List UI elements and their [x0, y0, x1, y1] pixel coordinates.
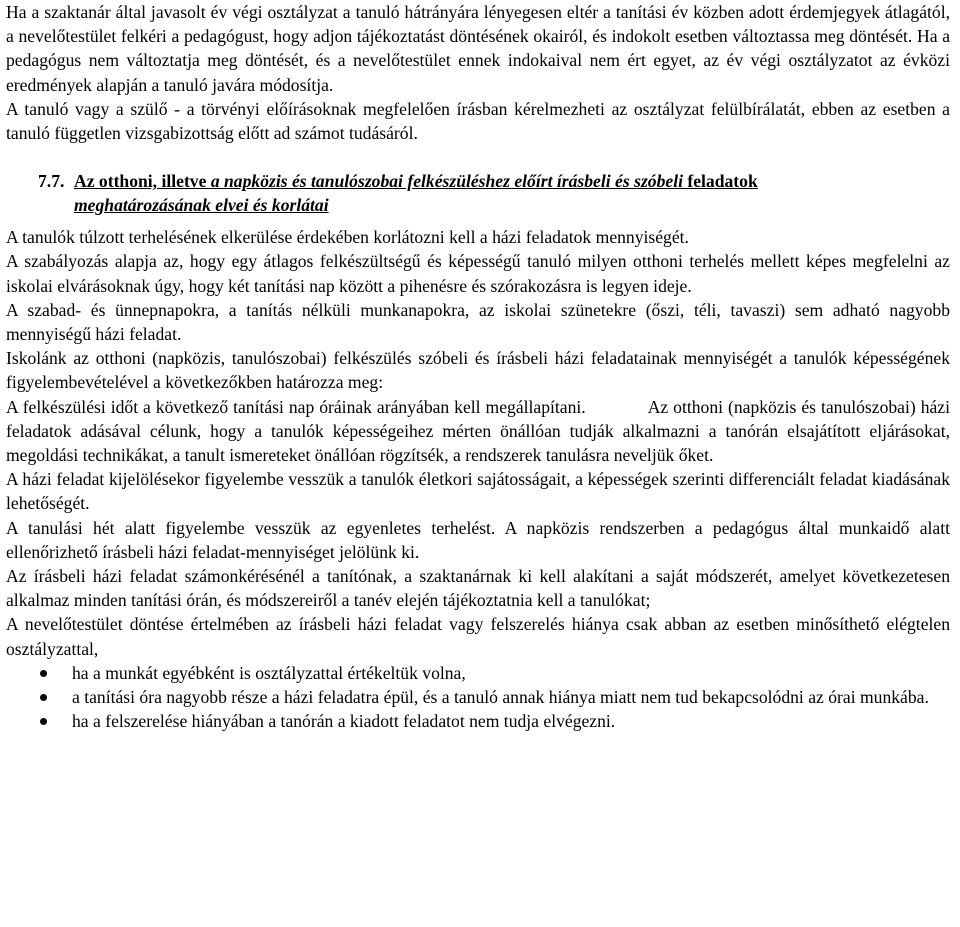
paragraph-grade-appeal: A tanuló vagy a szülő - a törvényi előírásoknak megfelelően írásban kérelmezheti az osztályzat felülbírálatát, ebben az esetben a tanuló független vizsgabizottság előtt ad számot tudásáról. — [6, 98, 950, 144]
paragraph-limit-homework: A tanulók túlzott terhelésének elkerülése érdekében korlátozni kell a házi feladatok mennyiségét. — [6, 227, 689, 248]
paragraph-checking-method: Az írásbeli házi feladat számonkérésénél a tanítónak, a szaktanárnak ki kell alakítani a saját módszerét, amelyet következetesen alkalmaz minden tanítási órán, és módszereiről a tanév elején tájékoztatnia kell a tanulókat; — [6, 566, 950, 611]
bullet-icon — [40, 694, 47, 701]
homework-goal-sentence: Az otthoni (napközis és tanulószobai) házi feladatok adásával célunk, hogy a tanulók képességeihez mérten önállóan tudják alkalmazni a tanórán elsajátított eljárásokat, megoldási technikákat, a tanult ismereteket önállóan rögzítsék, a rendszerek tanulásra neveljük őket. — [6, 396, 951, 466]
paragraph-school-determines: Iskolánk az otthoni (napközis, tanulószobai) felkészülés szóbeli és írásbeli házi feladatainak mennyiségét a tanulók képességének figyelembevételével a következőkben határozza meg: — [6, 348, 950, 393]
bullet-icon — [40, 670, 47, 677]
paragraph-holidays: A szabad- és ünnepnapokra, a tanítás nélküli munkanapokra, az iskolai szünetekre (őszi, téli, tavaszi) sem adható nagyobb mennyiségű házi feladat. — [6, 299, 950, 345]
section-number: 7.7. — [38, 171, 65, 192]
paragraph-preparation-time — [6, 395, 950, 468]
heading-text-part4: meghatározásának elvei és korlátai — [74, 195, 329, 216]
paragraph-regulation-basis: A szabályozás alapja az, hogy egy átlagos felkészültségű és képességű tanuló milyen otthoni terhelés mellett képes megfelelni az iskolai elvárásoknak úgy, hogy két tanítási nap között a pihenésre és szórakozásra is legyen ideje. — [6, 251, 950, 296]
paragraph-failing-grade: A nevelőtestület döntése értelmében az írásbeli házi feladat vagy felszerelés hiánya csak abban az esetben minősíthető elégtelen osztályzattal, — [6, 614, 950, 659]
preparation-time-sentence: A felkészülési időt a következő tanítási nap óráinak arányában kell megállapítani. — [6, 396, 586, 417]
list-item-text: a tanítási óra nagyobb része a házi feladatra épül, és a tanuló annak hiánya miatt nem tud bekapcsolódni az órai munkába. — [72, 687, 929, 708]
heading-text-part1: Az otthoni, illetve — [74, 171, 211, 192]
list-item — [6, 661, 950, 685]
paragraph-grade-deviation: Ha a szaktanár által javasolt év végi osztályzat a tanuló hátrányára lényegesen eltér a tanítási év közben adott érdemjegyek átlagától, a nevelőtestület felkéri a pedagógust, hogy adjon tájékoztatást döntésének okairól, és indokolt esetben változtassa meg döntését. Ha a pedagógus nem változtatja meg döntését, és a nevelőtestület ennek indokaival nem ért egyet, az év végi osztályzatot az évközi eredmények alapján a tanuló javára módosítja. — [6, 2, 950, 95]
paragraph-even-load: A tanulási hét alatt figyelembe vesszük az egyenletes terhelést. A napközis rendszerben a pedagógus által munkaidő alatt ellenőrizhető írásbeli házi feladat-mennyiséget jelölünk ki. — [6, 517, 950, 562]
paragraph-age-differentiation: A házi feladat kijelölésekor figyelembe vesszük a tanulók életkori sajátosságait, a képességek szerinti differenciált feladat kiadásának lehetőségét. — [6, 469, 950, 514]
list-item-text: ha a munkát egyébként is osztályzattal értékeltük volna, — [72, 662, 466, 683]
list-item — [6, 709, 950, 733]
conditions-list — [6, 661, 950, 734]
list-item-text: ha a felszerelése hiányában a tanórán a kiadott feladatot nem tudja elvégezni. — [72, 711, 616, 732]
heading-text-part3: feladatok — [682, 171, 758, 192]
heading-text-part2: a napközis és tanulószobai felkészüléshez előírt írásbeli és szóbeli — [210, 171, 683, 192]
bullet-icon — [40, 718, 47, 725]
section-heading — [6, 169, 950, 217]
list-item — [6, 685, 950, 709]
